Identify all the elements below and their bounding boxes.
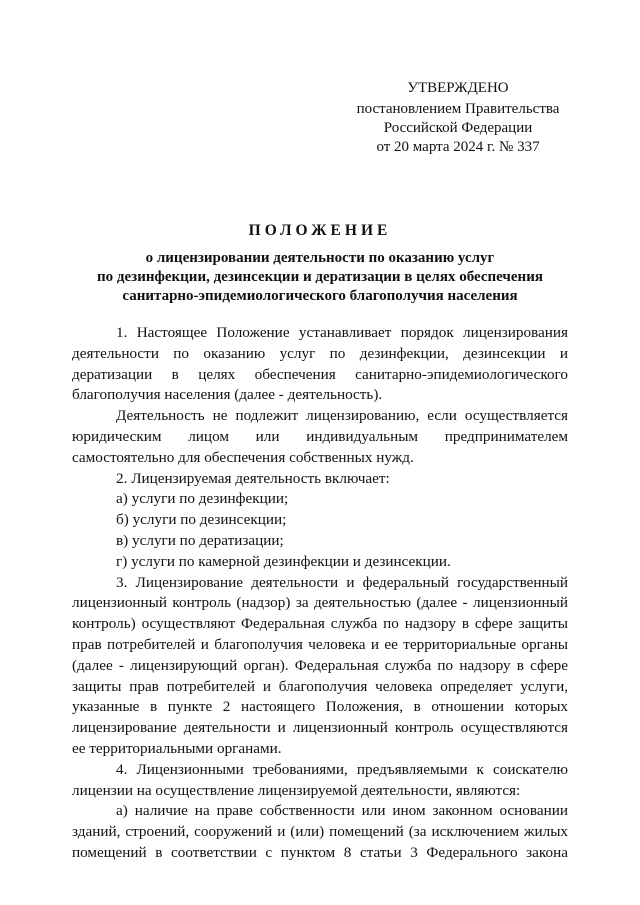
document-subtitle-line: санитарно-эпидемиологического благополучия населения bbox=[122, 288, 518, 304]
approval-line: постановлением Правительства bbox=[356, 101, 560, 117]
document-subtitle-line: по дезинфекции, дезинсекции и дератизации в целях обеспечения bbox=[97, 269, 543, 285]
approval-stamp bbox=[346, 79, 570, 157]
approval-title: УТВЕРЖДЕНО bbox=[407, 80, 509, 96]
document-title: ПОЛОЖЕНИЕ bbox=[248, 222, 392, 239]
list-item-g: г) услуги по камерной дезинфекции и дезинсекции. bbox=[116, 552, 451, 570]
paragraph-item-2: 2. Лицензируемая деятельность включает: bbox=[116, 469, 390, 487]
paragraph-item-3: 3. Лицензирование деятельности и федеральный государственный лицензионный контроль (надзор) за деятельностью (далее - лицензионный контроль) осуществляют Федеральная служба по надзору в сфере защиты прав потребителей и благополучия человека и ее территориальные органы (далее - лицензирующий орган). Федеральная служба по надзору в сфере защиты прав потребителей и благополучия человека определяет услуги, указанные в пункте 2 настоящего Положения, в отношении которых лицензирование деятельности и лицензионный контроль осуществляются ее территориальными органами. bbox=[72, 573, 568, 757]
list-item-v: в) услуги по дератизации; bbox=[116, 531, 284, 549]
paragraph-item-1: 1. Настоящее Положение устанавливает порядок лицензирования деятельности по оказанию услуг по дезинфекции, дезинсекции и дератизации в целях обеспечения санитарно-эпидемиологического благополучия населения (далее - деятельность). bbox=[72, 324, 568, 404]
list-item-a: а) услуги по дезинфекции; bbox=[116, 490, 289, 508]
document-subtitle-line: о лицензировании деятельности по оказанию услуг bbox=[145, 250, 495, 266]
paragraph-item-4: 4. Лицензионными требованиями, предъявляемыми к соискателю лицензии на осуществление лицензируемой деятельности, являются: bbox=[72, 760, 568, 799]
approval-line: Российской Федерации bbox=[383, 120, 533, 136]
document-heading bbox=[60, 221, 580, 306]
document-body bbox=[72, 323, 568, 864]
paragraph-exception: Деятельность не подлежит лицензированию, если осуществляется юридическим лицом или индивидуальным предпринимателем самостоятельно для обеспечения собственных нужд. bbox=[72, 407, 568, 466]
approval-line: от 20 марта 2024 г. № 337 bbox=[376, 139, 540, 155]
list-item-b: б) услуги по дезинсекции; bbox=[116, 511, 287, 529]
list-item-4a: а) наличие на праве собственности или ином законном основании зданий, строений, сооружений и (или) помещений (за исключением жилых помещений в соответствии с пунктом 8 статьи 3 Федерального закона bbox=[72, 802, 568, 861]
